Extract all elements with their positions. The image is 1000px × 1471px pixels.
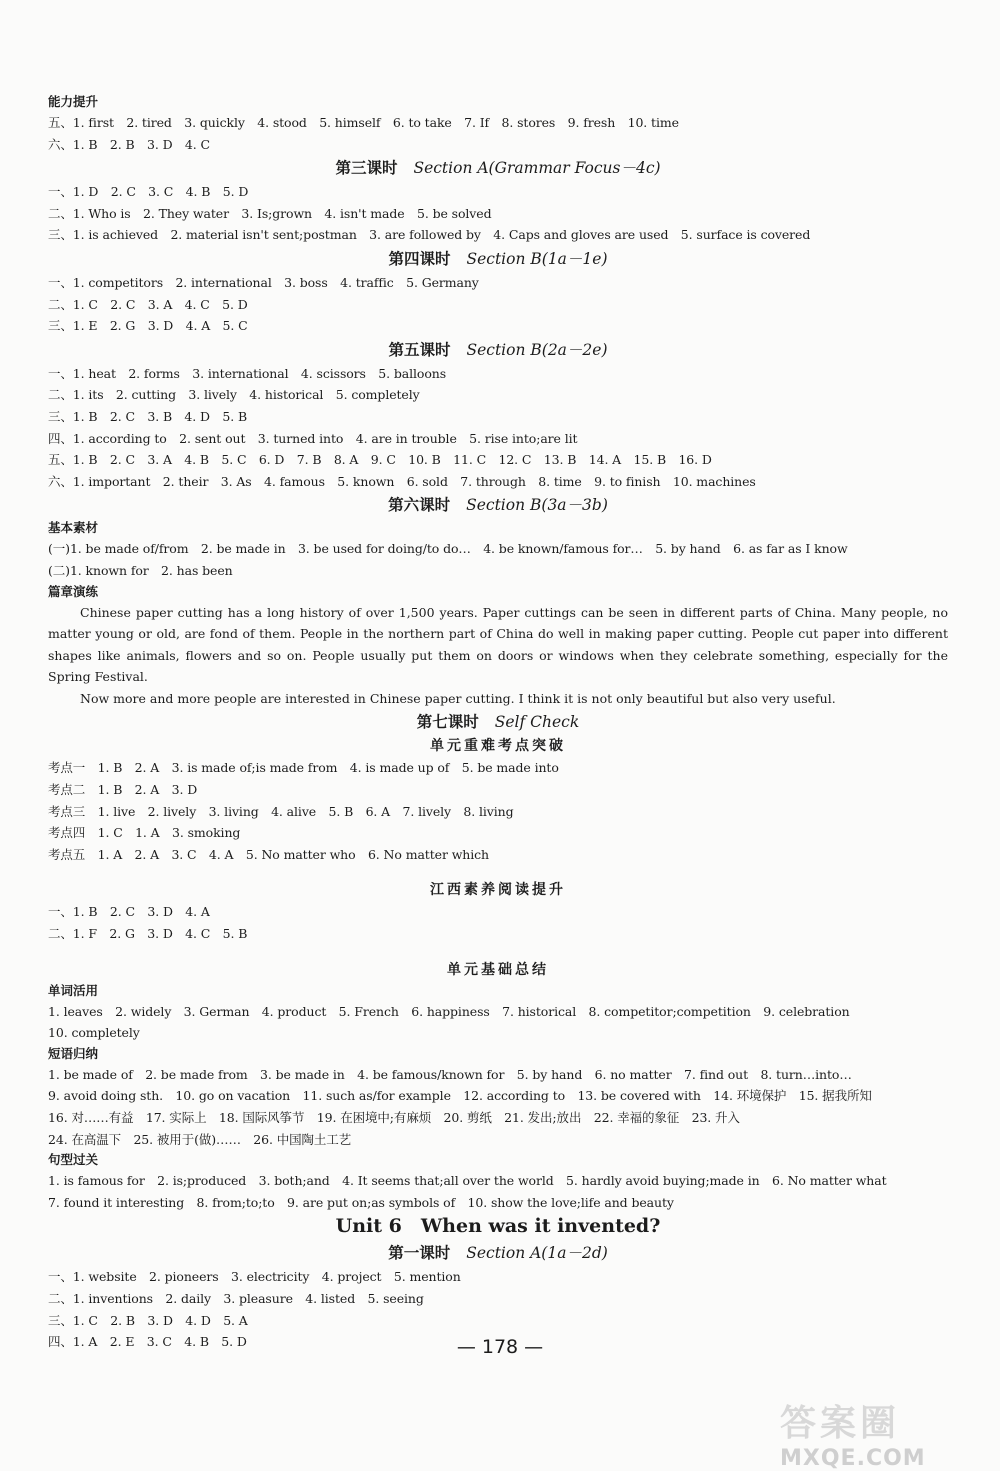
block-g [48, 901, 948, 944]
answer-line: 考点四 1. C 1. A 3. smoking [48, 825, 241, 841]
answer-line: 考点一 1. B 2. A 3. is made of;is made from 4. is made up of 5. be made into [48, 760, 559, 776]
answer-line: 三、1. is achieved 2. material isn't sent;postman 3. are followed by 4. Caps and gloves are used 5. surface is covered [48, 227, 811, 243]
block-e [48, 518, 948, 601]
answer-line: 9. avoid doing sth. 10. go on vacation 11. such as/for example 12. according to 13. be covered with 14. 环境保护 15. 据我所知 [48, 1088, 872, 1104]
answer-line: 一、1. D 2. C 3. C 4. B 5. D [48, 184, 249, 200]
answer-line: 五、1. first 2. tired 3. quickly 4. stood 5. himself 6. to take 7. If 8. stores 9. fresh 10. time [48, 115, 679, 130]
subheading-reading: 江西素养阅读提升 [430, 882, 566, 899]
spacer [48, 945, 948, 959]
answer-line: 二、1. inventions 2. daily 3. pleasure 4. listed 5. seeing [48, 1290, 424, 1306]
subheading-summary: 单元基础总结 [447, 961, 549, 978]
heading-lesson-5 [48, 338, 948, 362]
answer-line: 24. 在高温下 25. 被用于(做)…… 26. 中国陶土工艺 [48, 1131, 352, 1147]
passage-paragraph: Now more and more people are interested in Chinese paper cutting. I think it is not only beautiful but also very useful. [80, 690, 836, 706]
answer-line: (一)1. be made of/from 2. be made in 3. be used for doing/to do… 4. be known/famous for… 5. by hand 6. as far as I know [48, 541, 848, 557]
section-label: 短语归纳 [48, 1045, 99, 1061]
answer-line: 四、1. A 2. E 3. C 4. B 5. D [48, 1334, 247, 1350]
answer-line: 一、1. competitors 2. international 3. boss 4. traffic 5. Germany [48, 274, 479, 290]
page-number: — 178 — [456, 1336, 544, 1358]
heading-lesson-7 [48, 710, 948, 734]
answer-line: 考点五 1. A 2. A 3. C 4. A 5. No matter who 6. No matter which [48, 846, 489, 862]
section-label: 句型过关 [48, 1152, 99, 1168]
answer-line: 三、1. C 2. B 3. D 4. D 5. A [48, 1312, 248, 1328]
answer-line: 7. found it interesting 8. from;to;to 9. are put on;as symbols of 10. show the love;life and beauty [48, 1194, 674, 1210]
answer-line: 二、1. its 2. cutting 3. lively 4. historical 5. completely [48, 387, 420, 403]
answer-line: 10. completely [48, 1025, 140, 1041]
answer-line: 二、1. Who is 2. They water 3. Is;grown 4. isn't made 5. be solved [48, 205, 492, 221]
block-c [48, 272, 948, 337]
lesson-title: 第三课时 [335, 159, 398, 178]
answer-line: 五、1. B 2. C 3. A 4. B 5. C 6. D 7. B 8. A 9. C 10. B 11. C 12. C 13. B 14. A 15. B 16. D [48, 452, 712, 468]
section-title: Section B(3a－3b) [466, 496, 608, 515]
lesson-title: 第五课时 [388, 340, 451, 359]
block-h [48, 981, 948, 1214]
section-title: Self Check [494, 713, 580, 732]
lesson-title: 第一课时 [388, 1244, 451, 1263]
heading-lesson-4 [48, 247, 948, 271]
answer-line: 六、1. B 2. B 3. D 4. C [48, 136, 210, 152]
answer-line: 三、1. E 2. G 3. D 4. A 5. C [48, 318, 248, 334]
subheading-key-points: 单元重难考点突破 [430, 738, 566, 755]
block-a [48, 92, 948, 155]
answer-line: 一、1. heat 2. forms 3. international 4. scissors 5. balloons [48, 365, 447, 381]
block-b [48, 181, 948, 246]
answer-line: 四、1. according to 2. sent out 3. turned into 4. are in trouble 5. rise into;are lit [48, 430, 578, 446]
answer-line: 考点二 1. B 2. A 3. D [48, 782, 198, 798]
answer-line: 考点三 1. live 2. lively 3. living 4. alive 5. B 6. A 7. lively 8. living [48, 803, 514, 819]
answer-line: (二)1. known for 2. has been [48, 562, 233, 578]
section-title: Section A(1a－2d) [466, 1244, 608, 1263]
answer-line: 二、1. C 2. C 3. A 4. C 5. D [48, 296, 248, 312]
answer-line: 二、1. F 2. G 3. D 4. C 5. B [48, 926, 248, 942]
heading-lesson-6 [48, 493, 948, 517]
section-label: 基本素材 [48, 520, 99, 536]
block-f [48, 757, 948, 865]
answer-line: 一、1. B 2. C 3. D 4. A [48, 904, 210, 920]
lesson-title: 第四课时 [388, 249, 451, 268]
answer-line: 16. 对……有益 17. 实际上 18. 国际风筝节 19. 在困境中;有麻烦 20. 剪纸 21. 发出;放出 22. 幸福的象征 23. 升入 [48, 1110, 740, 1125]
unit-title: Unit 6 When was it invented? [335, 1215, 661, 1238]
passage-paragraph: Chinese paper cutting has a long history of over 1,500 years. Paper cuttings can be seen in different parts of China. Many people, no matter young or old, are fond of them. People in the northern part of China do well in making paper cutting. People cut paper into different shapes like animals, flowers and so on. People usually put them on doors or windows when they celebrate something, especially for the Spring Festival. [48, 604, 948, 685]
answer-line: 一、1. website 2. pioneers 3. electricity 4. project 5. mention [48, 1269, 461, 1285]
answer-line: 1. is famous for 2. is;produced 3. both;and 4. It seems that;all over the world 5. hardly avoid buying;made in 6. No matter what [48, 1173, 887, 1189]
section-title: Section B(1a－1e) [466, 249, 608, 268]
answer-line: 1. leaves 2. widely 3. German 4. product 5. French 6. happiness 7. historical 8. competitor;competition 9. celebration [48, 1003, 850, 1019]
section-label: 篇章演练 [48, 583, 99, 599]
passage [48, 602, 948, 710]
watermark [780, 1395, 926, 1471]
lesson-title: 第六课时 [388, 496, 451, 515]
section-title: Section B(2a－2e) [466, 340, 608, 359]
answer-line: 六、1. important 2. their 3. As 4. famous 5. known 6. sold 7. through 8. time 9. to finish 10. machines [48, 473, 756, 489]
watermark-url: MXQE.COM [780, 1446, 926, 1471]
lesson-title: 第七课时 [416, 713, 479, 732]
answer-line: 1. be made of 2. be made from 3. be made in 4. be famous/known for 5. by hand 6. no matter 7. find out 8. turn…into… [48, 1066, 852, 1082]
section-label: 单词活用 [48, 982, 99, 998]
watermark-logo: 答案圈 [780, 1403, 901, 1444]
spacer [48, 865, 948, 879]
answer-page [48, 92, 948, 1353]
heading-lesson-3 [48, 156, 948, 180]
answer-line: 三、1. B 2. C 3. B 4. D 5. B [48, 408, 248, 424]
heading-unit6-lesson-1 [48, 1241, 948, 1265]
section-title: Section A(Grammar Focus－4c) [413, 159, 661, 178]
block-d [48, 363, 948, 493]
section-label: 能力提升 [48, 94, 99, 109]
